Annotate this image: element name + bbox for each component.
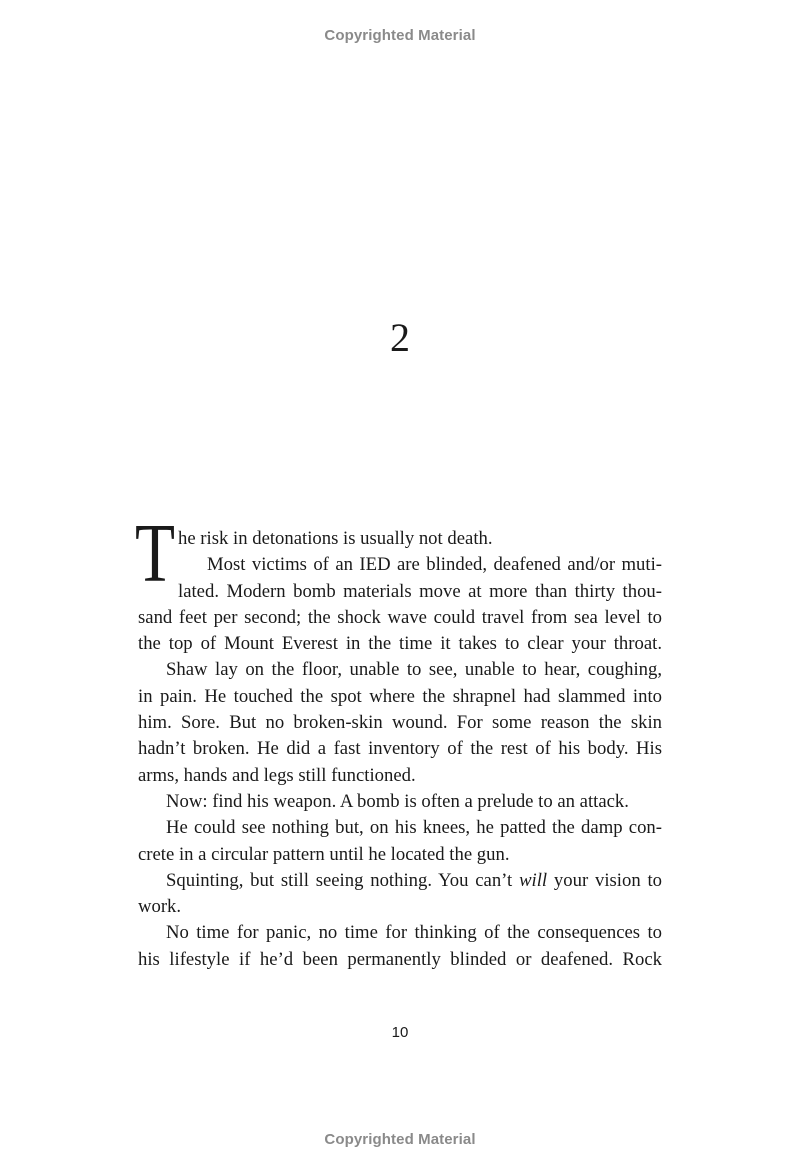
copyright-watermark-bottom: Copyrighted Material [324, 1131, 476, 1148]
text-line: He could see nothing but, on his knees, he patted the damp con- [166, 817, 662, 839]
chapter-number: 2 [390, 315, 410, 360]
text-line: crete in a circular pattern until he located the gun. [138, 843, 510, 865]
text-line: arms, hands and legs still functioned. [138, 764, 416, 786]
text-line: his lifestyle if he’d been permanently blinded or deafened. Rock [138, 948, 662, 970]
copyright-watermark-top: Copyrighted Material [324, 27, 476, 44]
emphasis-text: will [519, 869, 548, 891]
text-line [138, 868, 662, 894]
text-line: lated. Modern bomb materials move at more than thirty thou- [178, 580, 662, 602]
text-line: in pain. He touched the spot where the shrapnel had slammed into [138, 685, 662, 707]
text-line: work. [138, 896, 182, 918]
text-line: Now: find his weapon. A bomb is often a prelude to an attack. [166, 790, 629, 812]
text-line: No time for panic, no time for thinking of the consequences to [166, 922, 662, 944]
drop-cap: T [135, 507, 176, 600]
text-fragment: your vision to [547, 869, 663, 891]
text-fragment: Squinting, but still seeing nothing. You can’t [166, 869, 520, 891]
page-number: 10 [391, 1024, 409, 1041]
text-line: Shaw lay on the floor, unable to see, unable to hear, coughing, [166, 659, 662, 681]
text-line: Most victims of an IED are blinded, deafened and/or muti- [207, 554, 662, 576]
text-line: he risk in detonations is usually not death. [178, 528, 493, 549]
text-line: hadn’t broken. He did a fast inventory of the rest of his body. His [138, 738, 662, 760]
text-line: sand feet per second; the shock wave could travel from sea level to [138, 606, 662, 628]
text-line: him. Sore. But no broken-skin wound. For some reason the skin [138, 712, 662, 734]
text-line: the top of Mount Everest in the time it takes to clear your throat. [138, 633, 662, 655]
chapter-body-text [138, 526, 662, 973]
